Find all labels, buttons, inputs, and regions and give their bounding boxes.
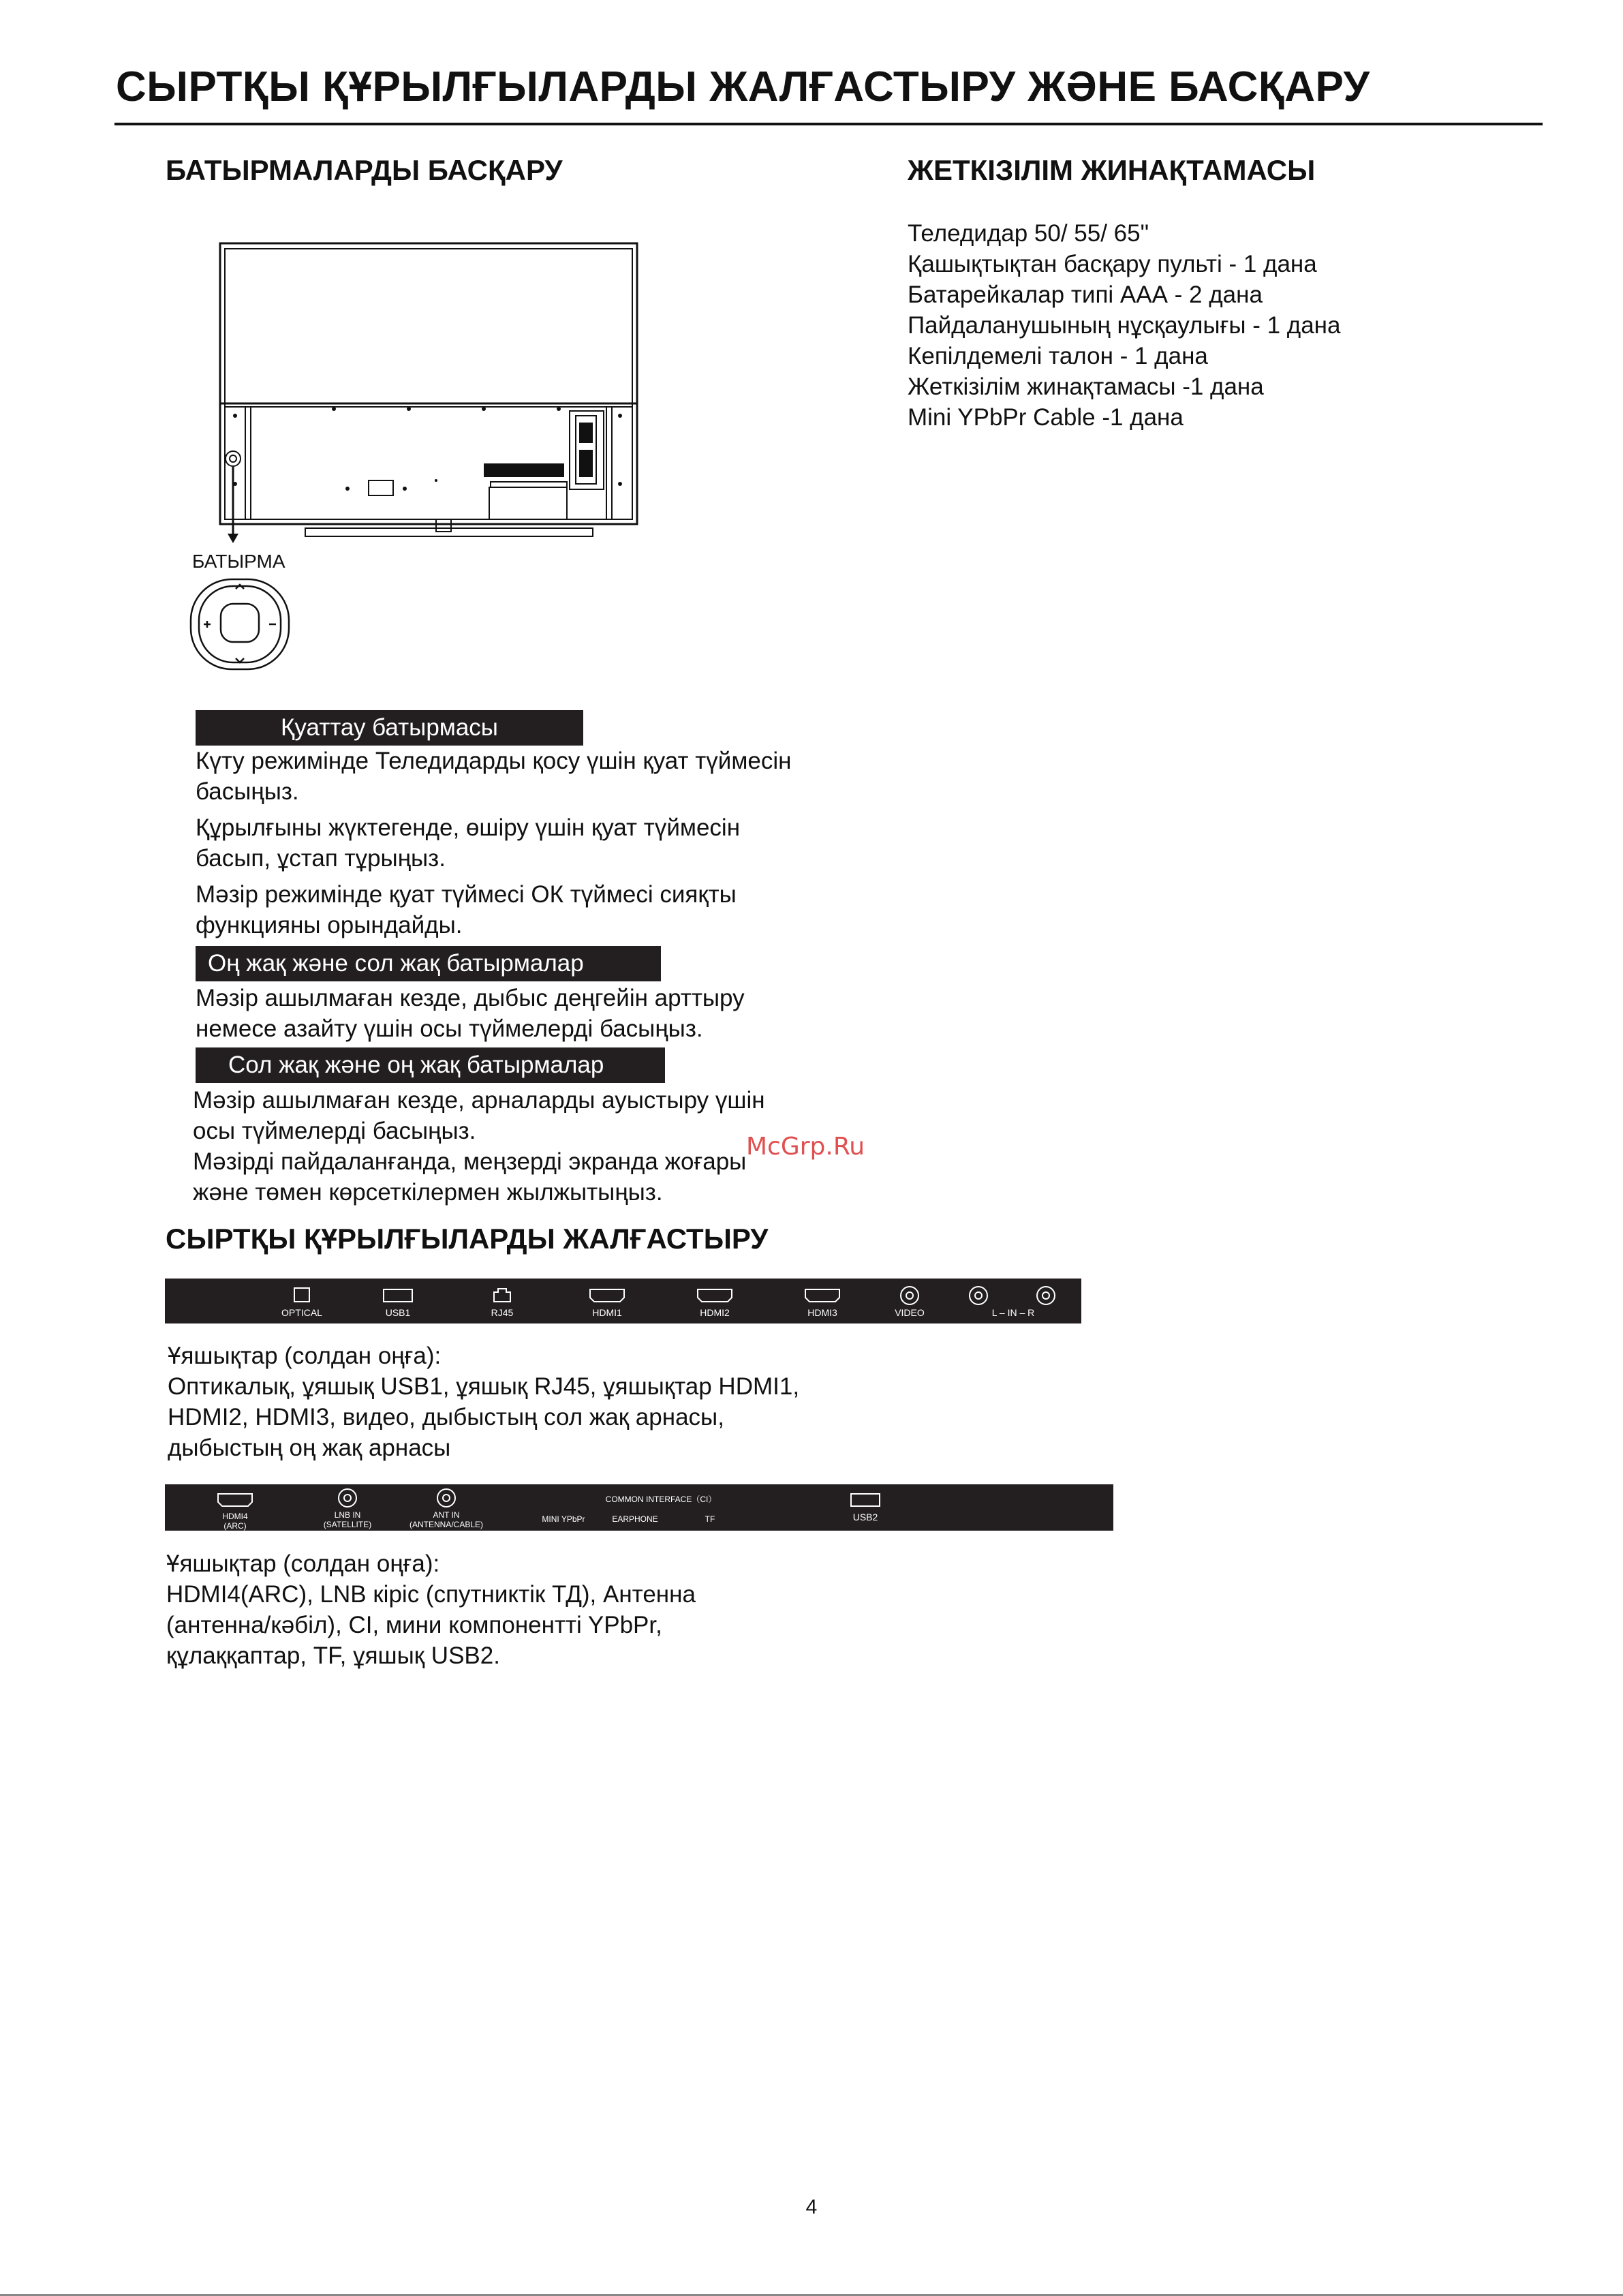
text-line: және төмен көрсеткілермен жылжытыңыз. <box>193 1179 663 1206</box>
text-line: осы түймелерді басыңыз. <box>193 1118 476 1144</box>
rca-port-icon <box>1037 1287 1055 1304</box>
text-line: немесе азайту үшін осы түймелерді басыңыз. <box>196 1015 703 1042</box>
text-line: Ұяшықтар (солдан оңға): <box>168 1343 442 1369</box>
label-line: (SATELLITE) <box>323 1520 372 1529</box>
port-label-rj45: RJ45 <box>491 1307 514 1318</box>
list-item: Қашықтықтан басқару пульті - 1 дана <box>908 251 1317 277</box>
text-line: Мәзір режимінде қуат түймесі ОК түймесі сияқты <box>196 881 737 908</box>
label-line: ANT IN <box>433 1510 460 1520</box>
list-item: Пайдаланушының нұсқаулығы - 1 дана <box>908 312 1341 339</box>
port-strip-side <box>165 1279 1081 1323</box>
list-item: Mini YPbPr Cable -1 дана <box>908 404 1184 431</box>
volume-buttons-label: Оң жақ және сол жақ батырмалар <box>196 946 661 981</box>
text-line: Құрылғыны жүктегенде, өшіру үшін қуат түймесін <box>196 814 741 841</box>
usb-port-icon <box>384 1289 412 1302</box>
text-line: Мәзір ашылмаған кезде, арналарды ауыстыру үшін <box>193 1087 765 1114</box>
connect-section-heading: СЫРТҚЫ ҚҰРЫЛҒЫЛАРДЫ ЖАЛҒАСТЫРУ <box>166 1223 769 1255</box>
volume-buttons-description <box>196 983 745 1044</box>
optical-port-icon <box>294 1288 309 1302</box>
text-line: HDMI2, HDMI3, видео, дыбыстың сол жақ арнасы, <box>168 1404 724 1430</box>
text-line: Оптикалық, ұяшық USB1, ұяшық RJ45, ұяшықтар HDMI1, <box>168 1373 800 1400</box>
port-label-hdmi2: HDMI2 <box>700 1307 730 1318</box>
strip2-description <box>166 1548 696 1671</box>
port-label-optical: OPTICAL <box>281 1307 322 1318</box>
list-item: Теледидар 50/ 55/ 65" <box>908 220 1149 247</box>
text-line: Ұяшықтар (солдан оңға): <box>166 1550 440 1577</box>
port-label-common-interface: COMMON INTERFACE（CI） <box>605 1495 717 1504</box>
button-callout-label: БАТЫРМА <box>192 551 285 572</box>
power-button-label: Қуаттау батырмасы <box>196 710 583 746</box>
label-line: HDMI4 <box>222 1512 248 1521</box>
port-label-hdmi3: HDMI3 <box>807 1307 837 1318</box>
port-label-hdmi1: HDMI1 <box>592 1307 622 1318</box>
text-line: (антенна/кәбіл), CI, мини компоненттi YPbPr, <box>166 1612 662 1638</box>
package-section-heading: ЖЕТКІЗІЛІМ ЖИНАҚТАМАСЫ <box>908 154 1316 186</box>
page-number: 4 <box>805 2196 818 2218</box>
port-label-tf: TF <box>705 1514 715 1524</box>
ethernet-port-icon <box>494 1289 510 1302</box>
text-line: Күту режимінде Теледидарды қосу үшін қуат түймесін <box>196 748 792 774</box>
rca-port-icon <box>970 1287 987 1304</box>
power-button-description <box>196 746 791 940</box>
port-label-audio-in: L – IN – R <box>991 1307 1035 1318</box>
label-line: (ARC) <box>223 1521 247 1531</box>
port-label-video: VIDEO <box>895 1307 925 1318</box>
port-strip-bottom <box>165 1484 1113 1531</box>
port-label-lnb <box>313 1510 382 1529</box>
title-divider <box>114 123 1543 125</box>
package-contents-list <box>908 218 1340 433</box>
port-label-antenna <box>402 1510 491 1529</box>
list-item: Кепілдемелі талон - 1 дана <box>908 343 1208 369</box>
page-title: СЫРТҚЫ ҚҰРЫЛҒЫЛАРДЫ ЖАЛҒАСТЫРУ ЖӘНЕ БАСҚАРУ <box>116 63 1370 110</box>
tv-rear-illustration <box>184 235 688 549</box>
label-line: (ANTENNA/CABLE) <box>409 1520 484 1529</box>
text-line: функцияны орындайды. <box>196 912 463 938</box>
strip1-description <box>168 1341 799 1463</box>
text-line: басып, ұстап тұрыңыз. <box>196 845 446 872</box>
text-line: Мәзірді пайдаланғанда, меңзерді экранда жоғары <box>193 1148 747 1175</box>
port-label-usb1: USB1 <box>385 1307 411 1318</box>
port-label-earphone: EARPHONE <box>612 1514 658 1524</box>
joystick-button-illustration <box>185 577 294 672</box>
coax-port-icon <box>437 1489 455 1507</box>
port-label-usb2: USB2 <box>852 1512 878 1522</box>
text-line: Мәзір ашылмаған кезде, дыбыс деңгейін арттыру <box>196 985 745 1011</box>
list-item: Жеткізілім жинақтамасы -1 дана <box>908 373 1264 400</box>
label-line: LNB IN <box>334 1510 361 1520</box>
channel-buttons-description <box>193 1085 765 1208</box>
channel-buttons-label: Сол жақ және оң жақ батырмалар <box>196 1047 665 1083</box>
usb-port-icon <box>851 1494 880 1506</box>
text-line: HDMI4(ARC), LNB кіріс (спутниктік ТД), Антенна <box>166 1581 696 1608</box>
buttons-section-heading: БАТЫРМАЛАРДЫ БАСҚАРУ <box>166 154 563 186</box>
hdmi-port-icon <box>698 1289 732 1302</box>
port-label-hdmi4 <box>208 1512 262 1531</box>
rca-port-icon <box>901 1287 918 1304</box>
coax-port-icon <box>339 1489 356 1507</box>
hdmi-port-icon <box>805 1289 839 1302</box>
text-line: басыңыз. <box>196 778 299 805</box>
hdmi-port-icon <box>590 1289 624 1302</box>
hdmi-port-icon <box>218 1494 252 1506</box>
text-line: құлаққаптар, TF, ұяшық USB2. <box>166 1642 500 1669</box>
list-item: Батарейкалар типі ААА - 2 дана <box>908 281 1263 308</box>
text-line: дыбыстың оң жақ арнасы <box>168 1435 451 1461</box>
watermark: McGrp.Ru <box>746 1133 865 1161</box>
port-label-mini-ypbpr: MINI YPbPr <box>542 1514 585 1524</box>
